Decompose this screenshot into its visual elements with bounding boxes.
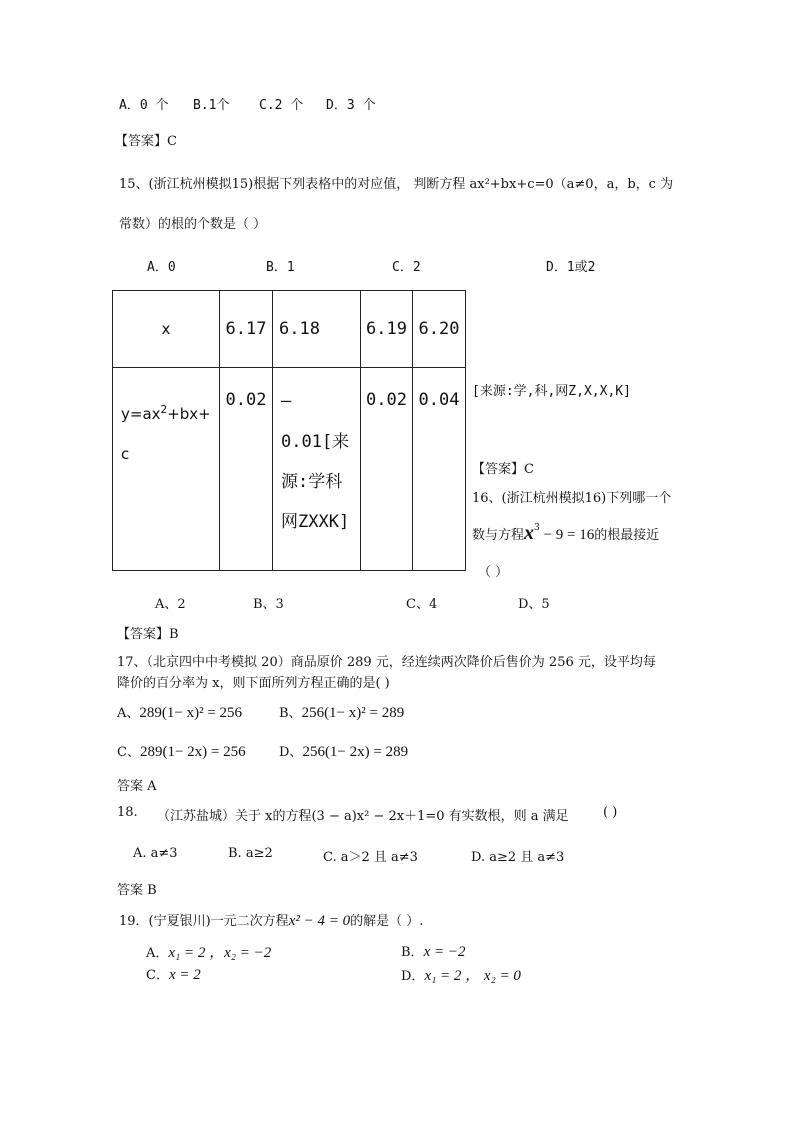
value-table xyxy=(112,290,466,571)
option-label: D、 xyxy=(279,745,303,760)
q17-stem-line2: 降价的百分率为 x，则下面所列方程正确的是( ) xyxy=(117,676,390,691)
option-label: B、 xyxy=(279,706,302,721)
option-label: D． xyxy=(401,969,425,984)
x-value-cell xyxy=(361,291,413,368)
q17-option-a xyxy=(117,702,242,722)
q19-option-a xyxy=(146,941,271,962)
q17-option-c xyxy=(117,741,246,761)
option-equation: 256(1− x)² = 289 xyxy=(301,705,405,721)
q14-answer: 【答案】C xyxy=(115,134,177,149)
q16-option-a: A、2 xyxy=(155,597,186,612)
q18-paren: ( ) xyxy=(603,805,618,820)
y-label-part: c xyxy=(121,445,130,463)
option-equation: 256(1− 2x) = 289 xyxy=(302,744,409,760)
x-value-cell xyxy=(413,291,466,368)
y-value: – xyxy=(281,391,292,411)
q18-option-d: D. a≥2 且 a≠3 xyxy=(471,850,565,865)
q19-stem xyxy=(119,910,423,930)
y-value: 0.04 xyxy=(418,390,460,410)
option-label: C． xyxy=(146,968,169,983)
y-label-cell xyxy=(113,368,220,571)
q16-stem-text: 数与方程 xyxy=(472,528,525,543)
q18-option-b: B. a≥2 xyxy=(228,846,273,861)
q15-answer: 【答案】C xyxy=(472,462,534,477)
q16-paren: （ ） xyxy=(478,565,509,580)
y-value-cell xyxy=(413,368,466,571)
table-row-x xyxy=(113,291,466,368)
option-equation: x = −2 xyxy=(423,944,466,960)
x-label: x xyxy=(161,320,171,338)
y-label-part: y=ax xyxy=(121,405,161,423)
q16-answer: 【答案】B xyxy=(117,627,179,642)
option-equation: 289(1− 2x) = 256 xyxy=(139,744,246,760)
table-row-y xyxy=(113,368,466,571)
q16-stem-line2 xyxy=(472,522,659,545)
q15-option-d: D．1或2 xyxy=(546,260,596,275)
option-label: A． xyxy=(146,946,169,961)
option-equation: x₁ = 2 ， x₂ = 0 xyxy=(424,968,521,984)
y-value: 0.02 xyxy=(225,390,267,410)
option-label: A、 xyxy=(117,706,140,721)
y-label-sup: 2 xyxy=(160,404,168,416)
y-value-line: 源:学科 xyxy=(281,472,343,492)
q15-option-a: A．0 xyxy=(147,260,176,275)
x-value: 6.18 xyxy=(279,319,320,339)
y-value-cell xyxy=(273,368,361,571)
q17-answer: 答案 A xyxy=(117,779,157,794)
q19-option-b xyxy=(401,941,465,961)
q15-option-c: C．2 xyxy=(392,260,421,275)
q18-option-a: A. a≠3 xyxy=(133,846,178,861)
q16-var-x: x xyxy=(524,522,535,544)
q16-stem-line1: 16、(浙江杭州模拟16)下列哪一个 xyxy=(472,491,672,506)
q16-option-d: D、5 xyxy=(518,597,550,612)
q18-answer: 答案 B xyxy=(117,883,157,898)
q19-equation: x² − 4 = 0 xyxy=(288,913,351,929)
q16-exponent: 3 xyxy=(534,522,540,533)
y-value-cell xyxy=(361,368,413,571)
y-value-cell xyxy=(220,368,273,571)
source-note: [来源:学,科,网Z,X,X,K] xyxy=(472,384,631,399)
q14-option-c: C.2 个 xyxy=(259,98,304,113)
option-equation: x = 2 xyxy=(168,967,201,983)
y-value-line: 网ZXXK] xyxy=(281,512,350,532)
x-label-cell xyxy=(113,291,220,368)
q14-option-b: B.1个 xyxy=(193,98,230,113)
y-label-part: +bx+ xyxy=(167,405,211,423)
q15-stem-line2: 常数）的根的个数是（ ） xyxy=(119,217,267,232)
x-value: 6.19 xyxy=(366,319,407,339)
q19-option-c xyxy=(146,964,201,984)
q16-stem-text: 的根最接近 xyxy=(594,528,660,543)
q16-equation: − 9 = 16 xyxy=(539,527,595,543)
option-label: C、 xyxy=(117,745,140,760)
y-value-line: 0.01[来 xyxy=(281,432,350,452)
y-value: 0.02 xyxy=(366,390,407,410)
q15-stem-line1: 15、(浙江杭州模拟15)根据下列表格中的对应值， 判断方程 ax²+bx+c=0（a≠0，a，b，c 为 xyxy=(119,177,674,192)
q19-option-d xyxy=(401,964,521,985)
x-value: 6.17 xyxy=(225,319,267,339)
q14-option-d: D．3 个 xyxy=(326,98,376,113)
x-value: 6.20 xyxy=(418,319,460,339)
q15-option-b: B．1 xyxy=(266,260,295,275)
option-equation: x₁ = 2 ，x₂ = −2 xyxy=(168,945,272,961)
q16-option-c: C、4 xyxy=(406,597,438,612)
q18-stem: （江苏盐城）关于 x的方程(3 − a)x² − 2x＋1=0 有实数根，则 a 满足 xyxy=(157,809,569,824)
option-label: B． xyxy=(401,945,424,960)
q19-stem-text: 19．(宁夏银川)一元二次方程 xyxy=(119,914,289,929)
q18-option-c: C. a＞2 且 a≠3 xyxy=(323,850,418,865)
option-equation: 289(1− x)² = 256 xyxy=(139,705,243,721)
x-value-cell xyxy=(220,291,273,368)
q17-stem-line1: 17、（北京四中中考模拟 20）商品原价 289 元，经连续两次降价后售价为 256 元，设平均每 xyxy=(117,655,656,670)
q18-number: 18. xyxy=(117,805,138,820)
q16-option-b: B、3 xyxy=(253,597,284,612)
x-value-cell xyxy=(273,291,361,368)
q17-option-b xyxy=(279,702,404,722)
q19-stem-text: 的解是（ ）. xyxy=(350,914,424,929)
q17-option-d xyxy=(279,741,408,761)
q14-option-a: A．0 个 xyxy=(119,98,169,113)
